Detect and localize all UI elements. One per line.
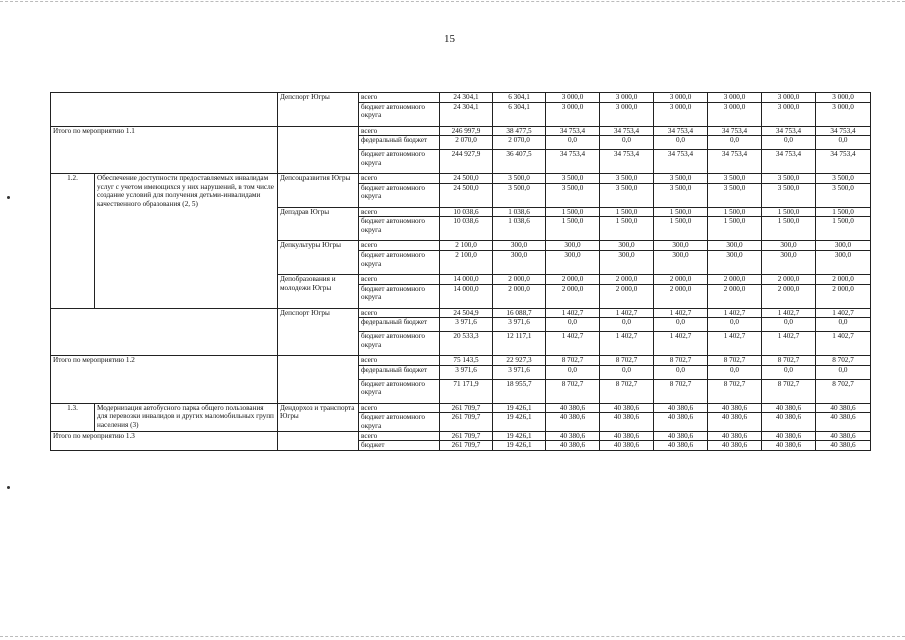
value-cell: 2 100,0 [440,241,493,251]
value-cell: 1 402,7 [816,308,871,318]
value-cell: 3 000,0 [546,93,600,103]
value-cell: 2 000,0 [546,284,600,308]
funding-source: бюджет автономного округа [359,150,440,174]
value-cell: 3 000,0 [816,102,871,126]
executors-sport: Депспорт Югры [278,308,359,356]
value-cell: 0,0 [546,136,600,150]
executors-obr: Депобразования и молодежи Югры [278,274,359,308]
value-cell: 3 500,0 [816,183,871,207]
value-cell: 40 380,6 [600,403,654,413]
value-cell: 0,0 [816,318,871,332]
value-cell: 3 971,6 [493,365,546,379]
value-cell: 19 426,1 [493,431,546,441]
value-cell: 10 038,6 [440,207,493,217]
value-cell: 244 927,9 [440,150,493,174]
value-cell: 22 927,3 [493,356,546,366]
value-cell: 8 702,7 [816,379,871,403]
value-cell: 0,0 [600,365,654,379]
value-cell: 19 426,1 [493,403,546,413]
table-row [51,308,871,318]
value-cell: 3 500,0 [816,174,871,184]
value-cell: 2 000,0 [600,274,654,284]
value-cell: 3 500,0 [762,174,816,184]
funding-source: всего [359,174,440,184]
value-cell: 3 500,0 [546,174,600,184]
funding-source: бюджет автономного округа [359,250,440,274]
value-cell: 40 380,6 [708,431,762,441]
value-cell: 71 171,9 [440,379,493,403]
value-cell: 40 380,6 [816,441,871,451]
totals-t12: Итого по мероприятию 1.2 [51,356,278,404]
value-cell: 40 380,6 [546,431,600,441]
value-cell: 34 753,4 [708,126,762,136]
value-cell: 12 117,1 [493,332,546,356]
value-cell: 40 380,6 [546,413,600,431]
value-cell: 8 702,7 [600,356,654,366]
value-cell: 18 955,7 [493,379,546,403]
value-cell: 300,0 [654,250,708,274]
value-cell: 10 038,6 [440,217,493,241]
value-cell: 40 380,6 [600,441,654,451]
value-cell: 3 000,0 [546,102,600,126]
value-cell: 40 380,6 [600,413,654,431]
value-cell: 34 753,4 [816,126,871,136]
value-cell: 300,0 [493,250,546,274]
value-cell: 0,0 [546,365,600,379]
value-cell: 300,0 [708,250,762,274]
measures-m12-code: 1.2. [51,174,95,308]
value-cell: 3 500,0 [654,183,708,207]
value-cell: 34 753,4 [546,126,600,136]
totals-t11: Итого по мероприятию 1.1 [51,126,278,174]
value-cell: 1 500,0 [816,217,871,241]
measures-m13-code: 1.3. [51,403,95,431]
value-cell: 2 100,0 [440,250,493,274]
value-cell: 36 407,5 [493,150,546,174]
value-cell: 2 000,0 [816,284,871,308]
budget-table [50,92,871,451]
value-cell: 2 000,0 [762,274,816,284]
value-cell: 261 709,7 [440,431,493,441]
table-row [51,93,871,103]
value-cell: 34 753,4 [762,126,816,136]
value-cell: 0,0 [600,136,654,150]
value-cell: 34 753,4 [654,150,708,174]
value-cell: 40 380,6 [762,413,816,431]
value-cell: 0,0 [654,318,708,332]
value-cell: 8 702,7 [600,379,654,403]
value-cell: 8 702,7 [708,379,762,403]
value-cell: 261 709,7 [440,403,493,413]
funding-source: бюджет автономного округа [359,413,440,431]
margin-dot [7,196,10,199]
value-cell: 1 402,7 [546,332,600,356]
value-cell: 34 753,4 [600,150,654,174]
empty-cell [278,356,359,404]
value-cell: 300,0 [708,241,762,251]
value-cell: 1 038,6 [493,207,546,217]
value-cell: 1 500,0 [762,217,816,241]
value-cell: 40 380,6 [654,441,708,451]
value-cell: 0,0 [816,136,871,150]
value-cell: 40 380,6 [654,413,708,431]
value-cell: 1 402,7 [546,308,600,318]
value-cell: 0,0 [546,318,600,332]
value-cell: 1 402,7 [654,332,708,356]
table-body [51,93,871,451]
value-cell: 3 000,0 [600,93,654,103]
value-cell: 40 380,6 [708,441,762,451]
value-cell: 8 702,7 [654,356,708,366]
value-cell: 2 000,0 [493,284,546,308]
value-cell: 3 000,0 [708,93,762,103]
value-cell: 300,0 [546,250,600,274]
executors-kult: Депкультуры Югры [278,241,359,275]
value-cell: 2 000,0 [708,284,762,308]
value-cell: 0,0 [654,136,708,150]
funding-source: всего [359,207,440,217]
value-cell: 1 402,7 [600,308,654,318]
table-row [51,126,871,136]
executors-zdrav: Депздрав Югры [278,207,359,241]
value-cell: 0,0 [708,136,762,150]
value-cell: 2 070,0 [440,136,493,150]
value-cell: 16 088,7 [493,308,546,318]
value-cell: 3 000,0 [654,102,708,126]
value-cell: 8 702,7 [762,356,816,366]
value-cell: 8 702,7 [762,379,816,403]
value-cell: 24 504,9 [440,308,493,318]
empty-cell [51,308,278,356]
value-cell: 1 402,7 [708,308,762,318]
value-cell: 3 500,0 [708,183,762,207]
funding-source: всего [359,308,440,318]
table-row [51,174,871,184]
value-cell: 300,0 [816,241,871,251]
funding-source: бюджет [359,441,440,451]
value-cell: 1 500,0 [708,207,762,217]
value-cell: 3 971,6 [440,318,493,332]
value-cell: 2 000,0 [654,274,708,284]
value-cell: 40 380,6 [546,441,600,451]
value-cell: 24 500,0 [440,183,493,207]
value-cell: 3 500,0 [600,174,654,184]
funding-source: бюджет автономного округа [359,332,440,356]
funding-source: бюджет автономного округа [359,284,440,308]
value-cell: 3 500,0 [493,183,546,207]
value-cell: 300,0 [493,241,546,251]
value-cell: 2 000,0 [762,284,816,308]
value-cell: 8 702,7 [816,356,871,366]
value-cell: 38 477,5 [493,126,546,136]
value-cell: 8 702,7 [654,379,708,403]
value-cell: 1 500,0 [546,217,600,241]
table-row [51,431,871,441]
funding-source: федеральный бюджет [359,365,440,379]
executors-soc: Депсоцразвития Югры [278,174,359,208]
value-cell: 24 304,1 [440,102,493,126]
value-cell: 2 070,0 [493,136,546,150]
value-cell: 0,0 [762,136,816,150]
value-cell: 3 500,0 [600,183,654,207]
value-cell: 3 000,0 [708,102,762,126]
value-cell: 1 402,7 [762,332,816,356]
value-cell: 1 402,7 [708,332,762,356]
funding-source: всего [359,126,440,136]
funding-source: всего [359,274,440,284]
value-cell: 1 500,0 [762,207,816,217]
value-cell: 3 971,6 [440,365,493,379]
value-cell: 24 304,1 [440,93,493,103]
value-cell: 0,0 [600,318,654,332]
value-cell: 0,0 [762,318,816,332]
scan-bottom-edge [0,636,905,637]
value-cell: 3 000,0 [654,93,708,103]
value-cell: 3 500,0 [708,174,762,184]
value-cell: 1 500,0 [708,217,762,241]
value-cell: 261 709,7 [440,413,493,431]
funding-source: всего [359,93,440,103]
value-cell: 0,0 [708,365,762,379]
value-cell: 8 702,7 [546,356,600,366]
value-cell: 1 038,6 [493,217,546,241]
value-cell: 8 702,7 [708,356,762,366]
funding-source: федеральный бюджет [359,318,440,332]
value-cell: 1 402,7 [816,332,871,356]
value-cell: 1 500,0 [600,207,654,217]
value-cell: 300,0 [762,250,816,274]
value-cell: 6 304,1 [493,93,546,103]
funding-source: бюджет автономного округа [359,379,440,403]
executors-sport_top: Депспорт Югры [278,93,359,127]
value-cell: 40 380,6 [762,431,816,441]
value-cell: 246 997,9 [440,126,493,136]
empty-cell [278,126,359,174]
value-cell: 2 000,0 [600,284,654,308]
value-cell: 19 426,1 [493,441,546,451]
value-cell: 1 402,7 [654,308,708,318]
value-cell: 3 000,0 [816,93,871,103]
value-cell: 40 380,6 [816,413,871,431]
value-cell: 3 500,0 [546,183,600,207]
value-cell: 0,0 [816,365,871,379]
value-cell: 3 971,6 [493,318,546,332]
value-cell: 24 500,0 [440,174,493,184]
value-cell: 8 702,7 [546,379,600,403]
value-cell: 40 380,6 [654,431,708,441]
value-cell: 3 000,0 [762,102,816,126]
funding-source: всего [359,356,440,366]
funding-source: всего [359,241,440,251]
value-cell: 40 380,6 [762,403,816,413]
funding-source: всего [359,403,440,413]
value-cell: 3 000,0 [600,102,654,126]
value-cell: 2 000,0 [816,274,871,284]
value-cell: 40 380,6 [546,403,600,413]
value-cell: 300,0 [762,241,816,251]
value-cell: 40 380,6 [816,403,871,413]
value-cell: 1 402,7 [762,308,816,318]
value-cell: 2 000,0 [546,274,600,284]
value-cell: 40 380,6 [654,403,708,413]
value-cell: 3 000,0 [762,93,816,103]
value-cell: 34 753,4 [600,126,654,136]
value-cell: 14 000,0 [440,284,493,308]
value-cell: 261 709,7 [440,441,493,451]
value-cell: 40 380,6 [708,403,762,413]
value-cell: 40 380,6 [762,441,816,451]
funding-source: бюджет автономного округа [359,102,440,126]
empty-cell [278,431,359,450]
value-cell: 0,0 [762,365,816,379]
value-cell: 19 426,1 [493,413,546,431]
value-cell: 2 000,0 [493,274,546,284]
value-cell: 1 402,7 [600,332,654,356]
value-cell: 40 380,6 [708,413,762,431]
funding-source: федеральный бюджет [359,136,440,150]
value-cell: 1 500,0 [654,217,708,241]
value-cell: 1 500,0 [816,207,871,217]
funding-source: бюджет автономного округа [359,217,440,241]
value-cell: 300,0 [546,241,600,251]
value-cell: 3 500,0 [654,174,708,184]
value-cell: 1 500,0 [546,207,600,217]
value-cell: 6 304,1 [493,102,546,126]
value-cell: 1 500,0 [654,207,708,217]
value-cell: 0,0 [708,318,762,332]
value-cell: 3 500,0 [762,183,816,207]
value-cell: 40 380,6 [600,431,654,441]
value-cell: 0,0 [654,365,708,379]
measures-m13-name: Модернизация автобусного парка общего пользования для перевозки инвалидов и других маломобильных групп населения (3) [95,403,278,431]
funding-source: бюджет автономного округа [359,183,440,207]
value-cell: 34 753,4 [762,150,816,174]
value-cell: 34 753,4 [654,126,708,136]
value-cell: 34 753,4 [708,150,762,174]
value-cell: 14 000,0 [440,274,493,284]
measures-m12-name: Обеспечение доступности предоставляемых инвалидам услуг с учетом имеющихся у них нарушений, в том числе создание условий для получения детьми-инвалидами качественного образования (2, 5) [95,174,278,308]
table-row [51,356,871,366]
scan-top-edge [0,1,905,2]
value-cell: 34 753,4 [816,150,871,174]
value-cell: 75 143,5 [440,356,493,366]
value-cell: 1 500,0 [600,217,654,241]
value-cell: 300,0 [816,250,871,274]
margin-dot [7,486,10,489]
value-cell: 20 533,3 [440,332,493,356]
value-cell: 2 000,0 [708,274,762,284]
executors-dor: Дендорхоз и транспорта Югры [278,403,359,431]
table-row [51,403,871,413]
value-cell: 40 380,6 [816,431,871,441]
value-cell: 300,0 [600,250,654,274]
value-cell: 34 753,4 [546,150,600,174]
value-cell: 2 000,0 [654,284,708,308]
value-cell: 300,0 [654,241,708,251]
value-cell: 300,0 [600,241,654,251]
funding-source: всего [359,431,440,441]
totals-t13: Итого по мероприятию 1.3 [51,431,278,450]
page-number: 15 [444,33,455,45]
empty-cell [51,93,278,127]
value-cell: 3 500,0 [493,174,546,184]
